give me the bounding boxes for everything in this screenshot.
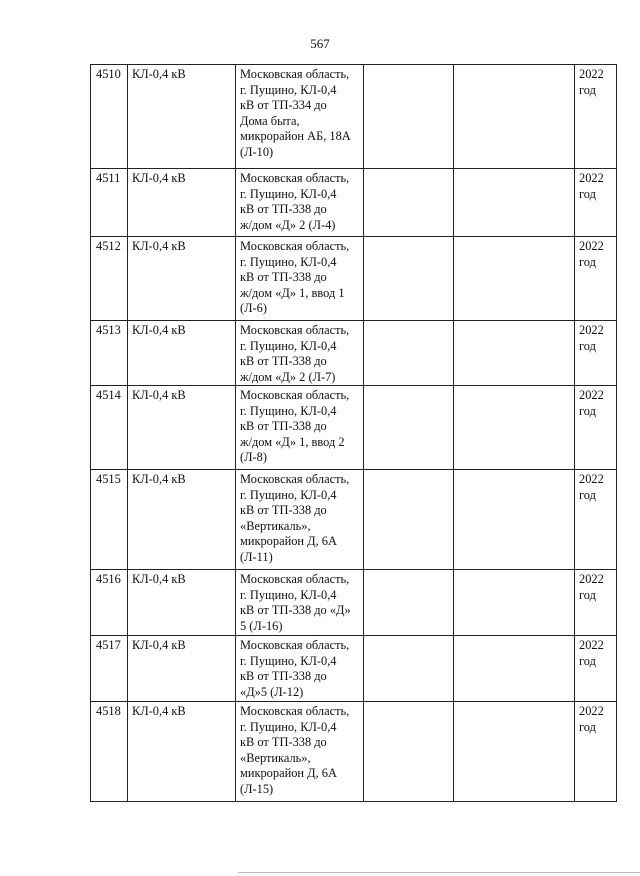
empty-cell [454,570,575,636]
year-cell [575,169,617,237]
cable-type-cell: КЛ-0,4 кВ [128,636,236,702]
address-line: г. Пущино, КЛ-0,4 [240,403,337,418]
address-cell [236,65,364,169]
table-row [91,237,617,321]
address-line: Московская область, [240,704,350,718]
row-number-cell: 4516 [91,570,128,636]
year-line: год [579,587,596,602]
address-line: (Л-6) [240,301,267,315]
empty-cell [454,169,575,237]
address-line: ж/дом «Д» 1, ввод 1 [240,285,345,300]
address-line: микрорайон Д, 6А [240,766,337,780]
address-line: ж/дом «Д» 1, ввод 2 [240,434,345,449]
empty-cell [454,386,575,470]
address-line: ж/дом «Д» 2 (Л-7) [240,369,336,384]
address-line: Московская область, [240,323,350,337]
empty-cell [454,65,575,169]
address-line: кВ от ТП-338 до [240,503,327,517]
address-line: кВ от ТП-338 до [240,270,327,284]
address-line: «Вертикаль», [240,750,311,765]
address-line: Московская область, [240,572,350,586]
address-cell [236,237,364,321]
year-cell [575,237,617,321]
address-line: кВ от ТП-334 до [240,98,327,112]
cable-type-cell: КЛ-0,4 кВ [128,65,236,169]
cable-type-cell: КЛ-0,4 кВ [128,570,236,636]
address-line: «Д»5 (Л-12) [240,684,304,699]
empty-cell [454,636,575,702]
empty-cell [364,237,454,321]
year-line: год [579,719,596,734]
page-number: 567 [310,36,330,51]
year-line: год [579,338,596,353]
empty-cell [454,237,575,321]
table-row [91,386,617,470]
year-line: 2022 [579,323,604,337]
year-line: 2022 [579,239,604,253]
row-number-cell: 4511 [91,169,128,237]
table-row [91,321,617,386]
year-line: 2022 [579,388,604,402]
address-cell [236,470,364,570]
scan-edge-line [238,872,640,873]
address-line: «Вертикаль», [240,518,311,533]
address-line: кВ от ТП-338 до «Д» [240,603,351,617]
address-line: Дома быта, [240,113,300,128]
year-cell [575,702,617,802]
address-line: (Л-10) [240,144,274,159]
year-line: год [579,254,596,269]
address-line: кВ от ТП-338 до [240,735,327,749]
year-cell [575,570,617,636]
cable-type-cell: КЛ-0,4 кВ [128,321,236,386]
address-line: (Л-8) [240,450,267,464]
empty-cell [364,169,454,237]
address-line: г. Пущино, КЛ-0,4 [240,653,337,668]
address-line: г. Пущино, КЛ-0,4 [240,338,337,353]
address-line: микрорайон АБ, 18А [240,129,351,143]
table-row [91,65,617,169]
address-line: Московская область, [240,239,350,253]
address-line: кВ от ТП-338 до [240,202,327,216]
year-line: 2022 [579,171,604,185]
address-line: кВ от ТП-338 до [240,354,327,368]
year-line: год [579,403,596,418]
address-line: ж/дом «Д» 2 (Л-4) [240,217,336,232]
year-cell [575,386,617,470]
address-line: Московская область, [240,472,350,486]
cable-type-cell: КЛ-0,4 кВ [128,386,236,470]
row-number-cell: 4515 [91,470,128,570]
address-line: Московская область, [240,638,350,652]
table-row [91,169,617,237]
row-number-cell: 4510 [91,65,128,169]
address-line: кВ от ТП-338 до [240,419,327,433]
address-cell [236,636,364,702]
cable-type-cell: КЛ-0,4 кВ [128,702,236,802]
year-cell [575,470,617,570]
year-line: год [579,487,596,502]
row-number-cell: 4514 [91,386,128,470]
cable-lines-table [90,64,617,802]
empty-cell [364,386,454,470]
empty-cell [364,65,454,169]
address-line: г. Пущино, КЛ-0,4 [240,487,337,502]
table-row [91,636,617,702]
empty-cell [364,570,454,636]
empty-cell [454,470,575,570]
year-line: 2022 [579,704,604,718]
address-line: г. Пущино, КЛ-0,4 [240,82,337,97]
address-line: г. Пущино, КЛ-0,4 [240,186,337,201]
address-line: г. Пущино, КЛ-0,4 [240,587,337,602]
address-line: Московская область, [240,388,350,402]
address-cell [236,321,364,386]
table-row [91,570,617,636]
address-line: г. Пущино, КЛ-0,4 [240,719,337,734]
address-line: Московская область, [240,171,350,185]
cable-type-cell: КЛ-0,4 кВ [128,470,236,570]
cable-type-cell: КЛ-0,4 кВ [128,169,236,237]
empty-cell [364,702,454,802]
row-number-cell: 4518 [91,702,128,802]
row-number-cell: 4512 [91,237,128,321]
address-cell [236,702,364,802]
year-line: 2022 [579,67,604,81]
address-line: (Л-11) [240,549,273,564]
table-body [91,65,617,802]
year-line: год [579,82,596,97]
empty-cell [364,321,454,386]
empty-cell [454,321,575,386]
year-line: 2022 [579,638,604,652]
address-line: Московская область, [240,67,350,81]
address-line: 5 (Л-16) [240,618,283,633]
empty-cell [364,470,454,570]
address-cell [236,169,364,237]
cable-type-cell: КЛ-0,4 кВ [128,237,236,321]
year-line: год [579,653,596,668]
year-cell [575,321,617,386]
empty-cell [364,636,454,702]
row-number-cell: 4513 [91,321,128,386]
table-row [91,702,617,802]
address-cell [236,570,364,636]
year-line: 2022 [579,472,604,486]
year-line: год [579,186,596,201]
address-line: кВ от ТП-338 до [240,669,327,683]
address-line: г. Пущино, КЛ-0,4 [240,254,337,269]
year-cell [575,65,617,169]
year-cell [575,636,617,702]
address-line: (Л-15) [240,781,274,796]
address-line: микрорайон Д, 6А [240,534,337,548]
table-row [91,470,617,570]
row-number-cell: 4517 [91,636,128,702]
address-cell [236,386,364,470]
year-line: 2022 [579,572,604,586]
empty-cell [454,702,575,802]
